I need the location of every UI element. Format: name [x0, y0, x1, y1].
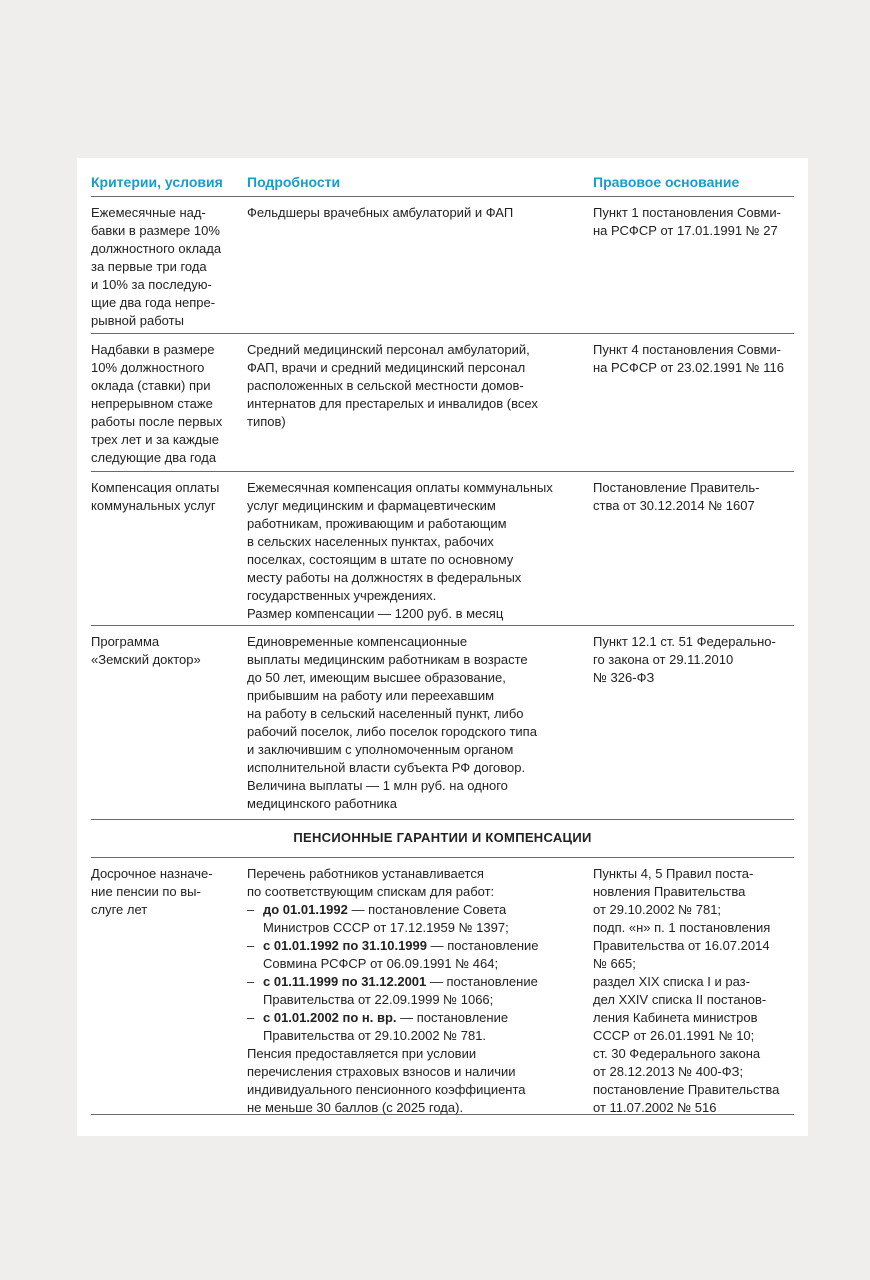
period-text-cont: Правительства от 22.09.1999 № 1066;: [263, 992, 494, 1007]
period-text: — постановление Совета: [347, 902, 507, 917]
criteria-cell: Досрочное назначе- ние пенсии по вы- слуге лет: [91, 866, 213, 917]
period-text-cont: Министров СССР от 17.12.1959 № 1397;: [263, 920, 509, 935]
details-cell: Единовременные компенсационные выплаты медицинским работникам в возрасте до 50 лет, имеющим высшее образование, прибывшим на работу или переехавшим на работу в сельский населенный пункт, либо рабочий поселок, либо поселок городского типа и заключившим с уполномоченным органом исполнительной власти субъекта РФ договор. Величина выплаты — 1 млн руб. на одного медицинского работника: [247, 634, 537, 811]
period-item: [247, 901, 587, 937]
dash-marker: –: [247, 938, 255, 953]
period-text-cont: Правительства от 29.10.2002 № 781.: [263, 1028, 487, 1043]
period-range: с 01.11.1999 по 31.12.2001: [263, 974, 427, 989]
dash-marker: –: [247, 974, 255, 989]
details-cell: [247, 865, 587, 1117]
table-row-pension: [91, 858, 794, 1115]
details-outro: Пенсия предоставляется при условии перечисления страховых взносов и наличии индивидуального пенсионного коэффициента не меньше 30 баллов (с 2025 года).: [247, 1046, 526, 1115]
dash-marker: –: [247, 902, 255, 917]
table-row: [91, 334, 794, 472]
criteria-cell: Программа «Земский доктор»: [91, 634, 201, 667]
period-item: [247, 1009, 587, 1045]
legal-basis-cell: Пункт 4 постановления Совми- на РСФСР от 23.02.1991 № 116: [593, 342, 784, 375]
document-page: [77, 158, 808, 1136]
period-text: — постановление: [426, 974, 538, 989]
period-range: с 01.01.2002 по н. вр.: [263, 1010, 397, 1025]
details-cell: Ежемесячная компенсация оплаты коммунальных услуг медицинским и фармацевтическим работникам, проживающим и работающим в сельских населенных пунктах, рабочих поселках, состоящим в штате по основному месту работы на должностях в федеральных государственных учреждениях. Размер компенсации — 1200 руб. в месяц: [247, 480, 553, 621]
criteria-cell: Компенсация оплаты коммунальных услуг: [91, 480, 220, 513]
table-row: [91, 197, 794, 334]
header-details: Подробности: [247, 174, 341, 190]
header-criteria: Критерии, условия: [91, 174, 223, 190]
table-row: [91, 472, 794, 626]
section-heading-row: [91, 820, 794, 858]
dash-marker: –: [247, 1010, 255, 1025]
legal-basis-cell: Постановление Правитель- ства от 30.12.2014 № 1607: [593, 480, 760, 513]
period-item: [247, 973, 587, 1009]
header-legal-basis: Правовое основание: [593, 174, 740, 190]
section-title: ПЕНСИОННЫЕ ГАРАНТИИ И КОМПЕНСАЦИИ: [293, 830, 592, 845]
legal-basis-cell: Пункт 1 постановления Совми- на РСФСР от 17.01.1991 № 27: [593, 205, 781, 238]
details-cell: Фельдшеры врачебных амбулаторий и ФАП: [247, 205, 514, 220]
legal-basis-cell: Пункты 4, 5 Правил поста- новления Правительства от 29.10.2002 № 781; подп. «н» п. 1 постановления Правительства от 16.07.2014 № 665; раздел XIX списка I и раз- дел XXIV списка II постанов- ления Кабинета министров СССР от 26.01.1991 № 10; ст. 30 Федерального закона от 28.12.2013 № 400-ФЗ; постановление Правительства от 11.07.2002 № 516: [593, 866, 780, 1115]
period-text: — постановление: [396, 1010, 509, 1025]
period-range: до 01.01.1992: [263, 902, 348, 917]
period-item: [247, 937, 587, 973]
table-row: [91, 626, 794, 820]
period-range: с 01.01.1992 по 31.10.1999: [263, 938, 427, 953]
details-intro-line: по соответствующим спискам для работ:: [247, 884, 495, 899]
legal-basis-cell: Пункт 12.1 ст. 51 Федерально- го закона от 29.11.2010 № 326-ФЗ: [593, 634, 776, 685]
period-text: — постановление: [427, 938, 539, 953]
criteria-cell: Ежемесячные над- бавки в размере 10% должностного оклада за первые три года и 10% за последую- щие два года непре- рывной работы: [91, 205, 222, 328]
criteria-cell: Надбавки в размере 10% должностного оклада (ставки) при непрерывном стаже работы после первых трех лет и за каждые следующие два года: [91, 342, 223, 465]
details-cell: Средний медицинский персонал амбулаторий, ФАП, врачи и средний медицинский персонал расположенных в сельской местности домов- интернатов для престарелых и инвалидов (всех типов): [247, 342, 538, 429]
period-text-cont: Совмина РСФСР от 06.09.1991 № 464;: [263, 956, 499, 971]
table-header: [91, 158, 794, 197]
details-intro-line: Перечень работников устанавливается: [247, 866, 484, 881]
